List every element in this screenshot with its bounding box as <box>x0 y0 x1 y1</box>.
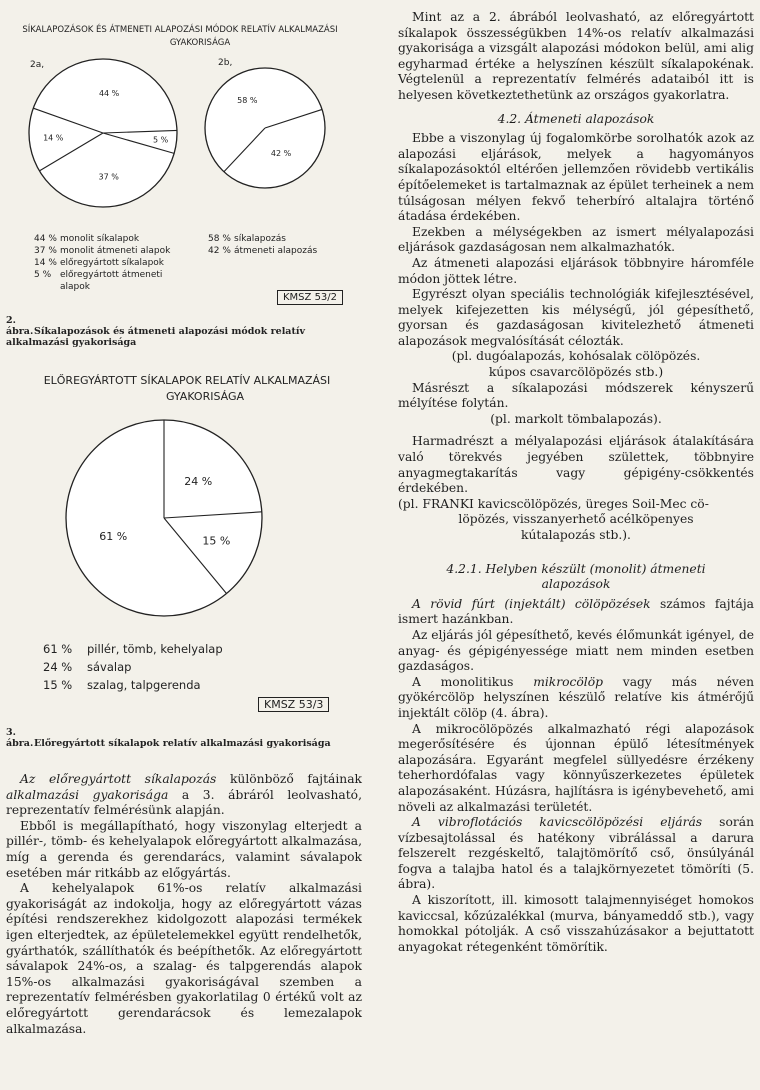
paragraph: Mint az a 2. ábrából leolvasható, az előregyártott síkalapok összességükben 14%-os relatív alkalmazási gyakorisága a vizsgált alapozási módokon belül, ami alig egyharmad értéke a helyszínen készült síkalapokénak. Végtelenül a reprezentatív felmérés adataiból itt is helyesen következtethetünk az országos gyakorlatra. <box>398 10 754 102</box>
paragraph: A monolitikus mikrocölöp vagy más néven gyökércölöp helyszínen készülő relatíve kis átmérőjű injektált cölöp (4. ábra). <box>398 674 754 720</box>
paragraph: Az eljárás jól gépesíthető, kevés élőmunkát igényel, de anyag- és gépigényessége miatt nem minden esetben gazdaságos. <box>398 627 754 674</box>
left-body-text <box>6 772 362 1037</box>
figure-2-title-line2: GYAKORISÁGA <box>169 38 231 48</box>
figure-3-title-line2: GYAKORISÁGA <box>165 390 245 403</box>
paragraph: A rövid fúrt (injektált) cölöpözések számos fajtája ismert hazánkban. <box>398 596 754 627</box>
figure-2-caption: 2. ábra.Síkalapozások és átmeneti alapozási módok relatív alkalmazási gyakorisága <box>6 315 305 348</box>
paragraph: Az átmeneti alapozási eljárások többnyire háromféle módon jöttek létre. <box>398 255 754 286</box>
paragraph: A kiszorított, ill. kimosott talajmennyiséget homokos kaviccsal, kőzúzalékkal (murva, bányameddő stb.), vagy homokkal pótolják. A cső visszahúzásakor a bejuttatott anyagokat rétegenként tömörítik. <box>398 893 754 954</box>
slice-label: 42 % <box>270 148 292 158</box>
paragraph: A kehelyalapok 61%-os relatív alkalmazási gyakoriságát az indokolja, hogy az előregyártott vázas építési rendszerekhez kidolgozott alapozási termékek igen elterjedtek, az épületelemekkel együtt rendelhetők, gyárthatók, szállíthatók és beépíthetők. Az előregyártott sávalapok 24%-os, a szalag- és talpgerendás alapok 15%-os alkalmazási gyakoriságával szemben a reprezentatív felmérésben gyakorlatilag 0 értékű volt az előregyártott gerendarácsok és lemezalapok alkalmazása. <box>6 881 362 1036</box>
slice-label: 15 % <box>202 534 231 548</box>
legend-item: 61 % pillér, tömb, kehelyalap <box>43 642 223 656</box>
figure-3-code: KMSZ 53/3 <box>258 697 329 712</box>
figure-3-chart <box>0 360 372 640</box>
slice-label: 14 % <box>43 133 64 143</box>
paragraph: Harmadrészt a mélyalapozási eljárások átalakítására való törekvés jegyében születtek, többnyire anyagmegtakarítás vagy gépigény-csökkentés érdekében. <box>398 434 754 496</box>
example-line: löpözés, visszanyerhető acélköpenyes <box>458 512 694 527</box>
paragraph: Az előregyártott síkalapozás különböző fajtáinak alkalmazási gyakorisága a 3. ábráról leolvasható, reprezentatív felmérésünk alapján. <box>6 772 362 818</box>
slice-label: 37 % <box>98 172 119 182</box>
legend-item: alapok <box>60 282 90 292</box>
slice-label: 44 % <box>98 89 120 99</box>
paragraph: A mikrocölöpözés alkalmazható régi alapozások megerősítésére és újonnan épülő létesítmények alapozására. Egyaránt megfelel süllyedésre érzékeny teherhordófalas vagy könnyűszerkezetes épületek alapozásaként. Húzásra, hajlításra is igénybevehető, ami növeli az alkalmazási területét. <box>398 721 754 814</box>
paragraph: Ebbe a viszonylag új fogalomkörbe sorolhatók azok az alapozási eljárások, melyek a hagyományos síkalapozásoktól eltérően jellemzően rövidebb vertikális építőelemeket is tartalmaznak az épület terheinek a nem túlságosan mélyen fekvő teherbíró altalajra történő átadása érdekében. <box>398 131 754 224</box>
pie-chart-2b <box>205 68 325 188</box>
figure-2b-legend <box>208 233 368 257</box>
figure-2-title-line1: SÍKALAPOZÁSOK ÉS ÁTMENETI ALAPOZÁSI MÓDOK RELATÍV ALKALMAZÁSI <box>22 25 338 35</box>
figure-2b-label: 2b, <box>218 58 233 68</box>
pie-chart-3 <box>66 420 262 616</box>
legend-item: 14 % előregyártott síkalapok <box>34 258 164 268</box>
section-heading-4-2: 4.2. Átmeneti alapozások <box>497 111 655 126</box>
figure-3-title-line1: ELŐREGYÁRTOTT SÍKALAPOK RELATÍV ALKALMAZÁSI <box>43 374 331 387</box>
slice-label: 24 % <box>184 475 213 489</box>
legend-item: 42 % átmeneti alapozás <box>208 246 318 256</box>
figure-3-caption: 3. ábra.Előregyártott síkalapok relatív alkalmazási gyakorisága <box>6 727 331 749</box>
figure-2-code: KMSZ 53/2 <box>277 290 343 305</box>
figure-2a-legend <box>34 233 204 293</box>
figure-2-chart <box>0 0 372 240</box>
figure-3-legend <box>43 640 293 694</box>
example-line: (pl. dugóalapozás, kohósalak cölöpözés. <box>451 349 701 364</box>
section-heading-4-2-1: 4.2.1. Helyben készült (monolit) átmeneti alapozások <box>446 561 706 592</box>
paragraph: Ebből is megállapítható, hogy viszonylag elterjedt a pillér-, tömb- és kehelyalapok előregyártott alkalmazása, míg a gerenda és gerendarács, valamint sávalapok esetében már ritkább az előgyártás. <box>6 818 362 880</box>
example-line: kúpos csavarcölöpözés stb.) <box>488 365 664 380</box>
paragraph: Egyrészt olyan speciális technológiák kifejlesztésével, melyek kifejezetten kis mélységű, jól gépesíthető, gyorsan és gazdaságosan kivitelezhető átmeneti alapozások megvalósítását célozták. <box>398 287 754 348</box>
legend-item: 5 % előregyártott átmeneti <box>34 270 163 280</box>
example-line: (pl. FRANKI kavicscölöpözés, üreges Soil-Mec cö- <box>398 496 709 511</box>
legend-item: 24 % sávalap <box>43 660 132 674</box>
example-line: (pl. markolt tömbalapozás). <box>490 411 662 426</box>
legend-item: 37 % monolit átmeneti alapok <box>34 246 171 256</box>
slice-label: 58 % <box>237 95 258 105</box>
legend-item: 44 % monolit síkalapok <box>34 234 140 244</box>
legend-item: 15 % szalag, talpgerenda <box>43 678 201 692</box>
example-line: kútalapozás stb.). <box>521 528 631 542</box>
right-body-text <box>398 10 754 955</box>
figure-2a-label: 2a, <box>30 60 45 70</box>
legend-item: 58 % síkalapozás <box>208 234 286 244</box>
slice-label: 61 % <box>99 529 128 543</box>
paragraph: A vibroflotációs kavicscölöpözési eljárás során vízbesajtolással és hatékony vibrálással a darura felszerelt rezgéskeltő, talajtömörítő cső, önsúlyánál fogva a talajba hatol és a talajkörnyezetet tömöríti (5. ábra). <box>398 815 754 892</box>
paragraph: Ezekben a mélységekben az ismert mélyalapozási eljárások gazdaságosan nem alkalmazhatók. <box>398 224 754 255</box>
pie-chart-2a <box>29 59 177 207</box>
slice-label: 5 % <box>152 135 169 145</box>
paragraph: Másrészt a síkalapozási módszerek kényszerű mélyítése folytán. <box>398 380 754 411</box>
